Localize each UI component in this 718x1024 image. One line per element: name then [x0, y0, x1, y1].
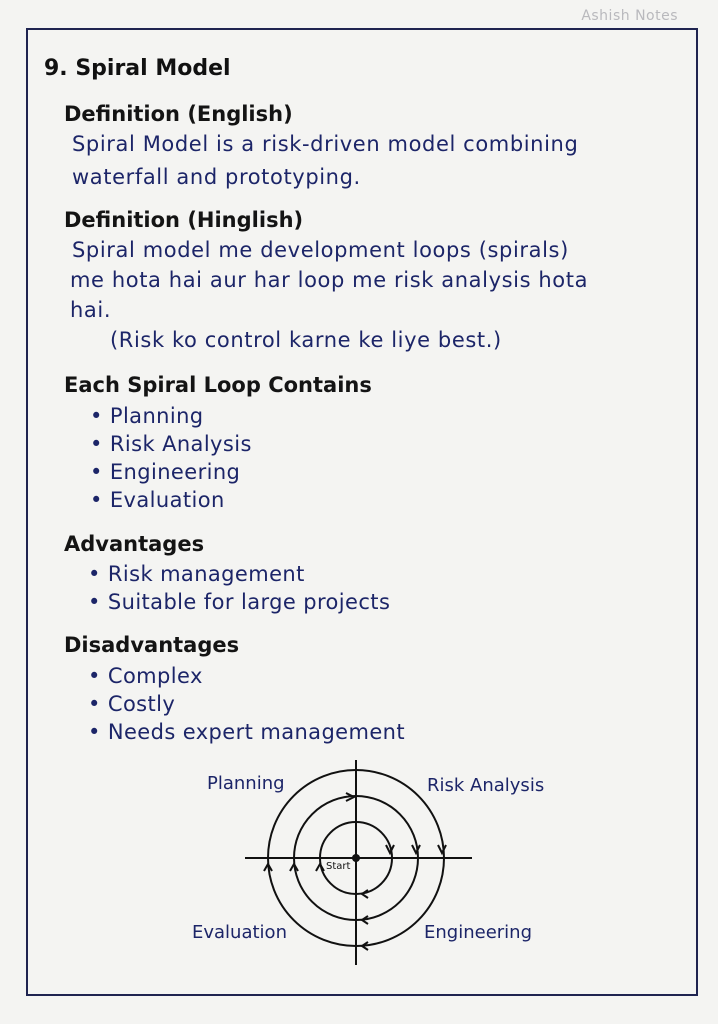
list-item-text: Needs expert management [107, 720, 406, 744]
list-item-text: Suitable for large projects [107, 590, 391, 614]
definition-english-line: waterfall and prototyping. [72, 165, 361, 189]
definition-hinglish-line: me hota hai aur har loop me risk analysis hota [70, 268, 589, 292]
list-item: • Complex [88, 664, 203, 688]
definition-english-line: Spiral Model is a risk-driven model combining [72, 132, 579, 156]
center-dot [352, 854, 360, 862]
quadrant-label-engineering: Engineering [424, 922, 532, 943]
list-item: • Engineering [90, 460, 241, 484]
list-item: • Planning [90, 404, 204, 428]
page-title: 9. Spiral Model [44, 56, 231, 81]
start-label: Start [326, 861, 351, 872]
list-item: • Risk management [88, 562, 305, 586]
quadrant-label-evaluation: Evaluation [192, 922, 287, 943]
watermark: Ashish Notes [581, 8, 678, 24]
definition-hinglish-line: hai. [70, 298, 112, 322]
list-item-text: Risk Analysis [109, 432, 252, 456]
list-item-text: Engineering [109, 460, 241, 484]
list-item: • Evaluation [90, 488, 225, 512]
definition-hinglish-heading: Definition (Hinglish) [64, 208, 304, 232]
advantages-heading: Advantages [64, 532, 205, 556]
list-item: • Needs expert management [88, 720, 406, 744]
definition-hinglish-note: (Risk ko control karne ke liye best.) [110, 328, 502, 352]
definition-english-heading: Definition (English) [64, 102, 293, 126]
quadrant-label-planning: Planning [207, 773, 285, 794]
disadvantages-heading: Disadvantages [64, 633, 240, 657]
list-item-text: Risk management [107, 562, 305, 586]
quadrant-label-risk-analysis: Risk Analysis [427, 775, 545, 796]
list-item-text: Planning [109, 404, 204, 428]
list-item-text: Complex [107, 664, 203, 688]
list-item-text: Evaluation [109, 488, 225, 512]
list-item: • Costly [88, 692, 176, 716]
list-item-text: Costly [107, 692, 176, 716]
list-item: • Risk Analysis [90, 432, 252, 456]
list-item: • Suitable for large projects [88, 590, 391, 614]
definition-hinglish-line: Spiral model me development loops (spirals) [72, 238, 569, 262]
loop-contains-heading: Each Spiral Loop Contains [64, 373, 372, 397]
